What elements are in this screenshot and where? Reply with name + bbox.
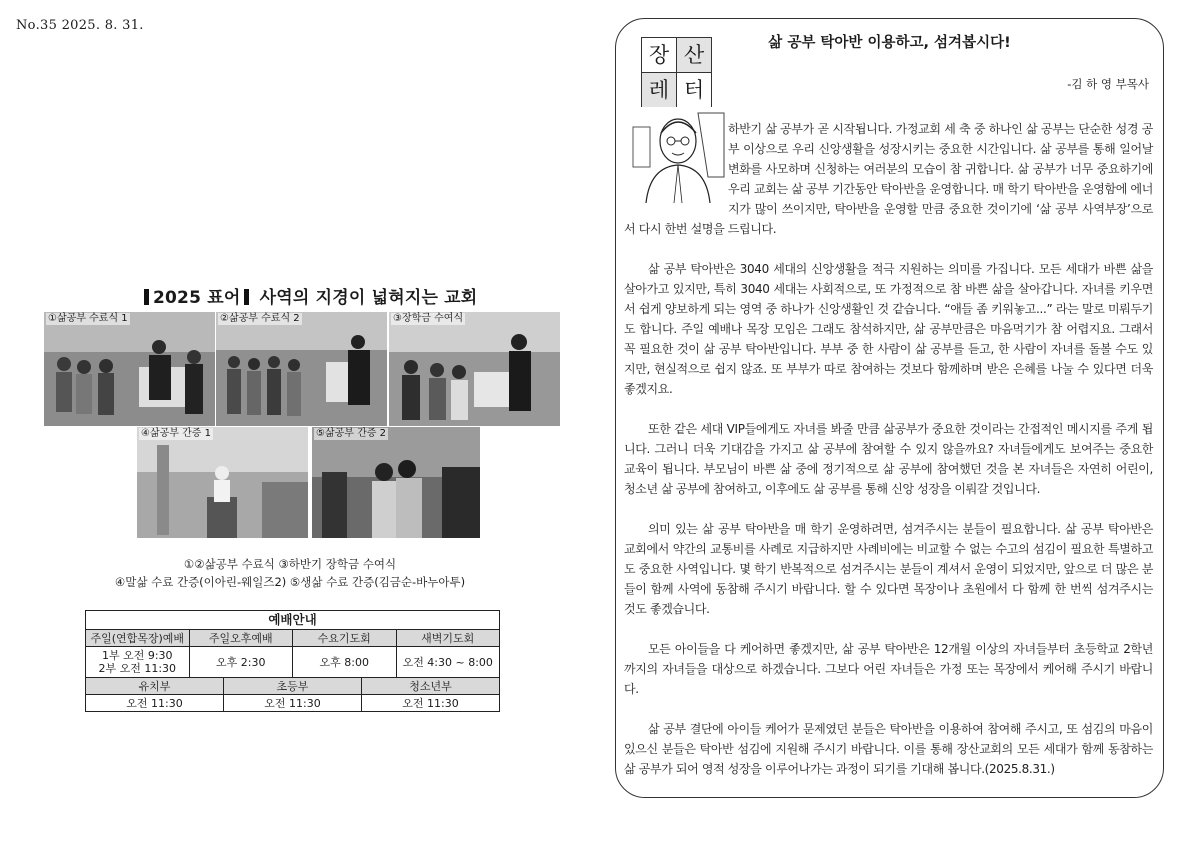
- schedule-value-row-1: [86, 647, 499, 678]
- photo-caption: ①삶공부 수료식 1: [48, 313, 128, 324]
- schedule-header-cell: 주일(연합목장)예배: [86, 630, 190, 646]
- schedule-header-cell: 초등부: [224, 678, 362, 694]
- schedule-header-row-1: [86, 630, 499, 647]
- letter-paragraph: 의미 있는 삶 공부 탁아반을 매 학기 운영하려면, 섬겨주시는 분들이 필요합니다. 삶 공부 탁아반은 교회에서 약간의 교통비를 사례로 지급하지만 사례비에는 비교할 수 없는 수고의 섬김이 필요한 특별하고도 중요한 사역입니다. 몇 학기 반복적으로 섬겨주시는 분들이 계셔서 운영이 되었지만, 앞으로 더 많은 분들이 함께 사역에 동참해 주시기 바랍니다. 할 수 있다면 목장이나 초원에서 다 함께 한 번씩 섬겨주시는 것도 좋겠습니다.: [624, 522, 1153, 616]
- heading-marker-icon: [244, 289, 249, 305]
- badge-char: 레: [641, 72, 677, 108]
- motto-text: 사역의 지경이 넓혀지는 교회: [259, 288, 478, 308]
- photo-testimony-2-image: [312, 427, 480, 538]
- heading-marker-icon: [144, 289, 149, 305]
- letter-title: 삶 공부 탁아반 이용하고, 섬겨봅시다!: [768, 35, 1011, 51]
- photo-caption: ⑤삶공부 간증 2: [316, 428, 386, 439]
- schedule-value-cell: 1부 오전 9:30 2부 오전 11:30: [86, 647, 190, 677]
- letter-paragraph: 삶 공부 탁아반은 3040 세대의 신앙생활을 적극 지원하는 의미를 가집니다. 모든 세대가 바쁜 삶을 살아가고 있지만, 특히 3040 세대는 사회적으로, 또 가정적으로 참 바쁜 삶을 살아갑니다. 자녀를 키우면서 쉽게 양보하게 되는 영역 중 하나가 신앙생활인 것 같습니다. “애들 좀 키워놓고...” 라는 말로 미뤄두기도 합니다. 주일 예배나 목장 모임은 그래도 참석하지만, 삶 공부만큼은 마음먹기가 참 어렵지요. 그래서 꼭 필요한 것이 삶 공부 탁아반입니다. 부부 중 한 사람이 삶 공부를 듣고, 한 사람이 자녀를 돌볼 수도 있지만, 현실적으로 쉽지 않죠. 또 부부가 따로 참여하는 것보다 함께하며 받은 은혜를 나눌 수 있다면 더욱 좋겠지요.: [624, 262, 1153, 396]
- photo-scholarship: [389, 312, 560, 426]
- letter-paragraph-text: 하반기 삶 공부가 곧 시작됩니다. 가정교회 세 축 중 하나인 삶 공부는 단순한 성경 공부 이상으로 우리 신앙생활을 성장시키는 중요한 시간입니다. 삶 공부를 통해 일어날 변화를 사모하며 신청하는 여러분의 모습이 참 귀합니다. 삶 공부가 너무 중요하기에 우리 교회는 삶 공부 기간동안 탁아반을 운영합니다. 매 학기 탁아반을 운영함에 에너지가 많이 쓰이지만, 탁아반을 운영할 만큼 중요한 것이기에 ‘삶 공부 사역부장’으로서 다시 한번 설명을 드립니다.: [624, 122, 1153, 236]
- schedule-value-cell: 오후 2:30: [190, 647, 294, 677]
- photo-captions: [80, 555, 500, 591]
- photo-caption-line-1: ①②삶공부 수료식 ③하반기 장학금 수여식: [183, 557, 397, 571]
- schedule-header-cell: 청소년부: [409, 680, 452, 693]
- photo-caption: ③장학금 수여식: [393, 313, 464, 324]
- photo-testimony-2: [312, 427, 480, 538]
- letter-paragraph: [624, 119, 1153, 239]
- schedule-value-cell: 오전 4:30 ~ 8:00: [402, 655, 493, 669]
- letter-paragraph: 또한 같은 세대 VIP들에게도 자녀를 봐줄 만큼 삶공부가 중요한 것이라는 간접적인 메시지를 주게 됩니다. 그러니 더욱 기대감을 가지고 삶 공부에 참여할 수 있지 않을까요? 자녀들에게도 보여주는 중요한 교육이 됩니다. 부모님이 바쁜 삶 중에 정기적으로 삶 공부에 참여했던 것을 본 자녀들은 자연히 어린이, 청소년 삶 공부에 참여하고, 이후에도 삶 공부를 통해 신앙 성장을 이뤄갈 것입니다.: [624, 422, 1153, 496]
- issue-number-date: No.35 2025. 8. 31.: [16, 18, 144, 33]
- photo-testimony-1: [137, 427, 308, 538]
- letter-paragraph: 삶 공부 결단에 아이들 케어가 문제였던 분들은 탁아반을 이용하여 참여해 주시고, 또 섬김의 마음이 있으신 분들은 탁아반 섬김에 지원해 주시기 바랍니다. 이를 통해 장산교회의 모든 세대가 함께 동참하는 삶 공부가 되어 영적 성장을 이루어나가는 과정이 되기를 기대해 봅니다.(2025.8.31.): [624, 722, 1153, 776]
- badge-char: 장: [641, 37, 677, 73]
- badge-char: 산: [676, 37, 712, 73]
- schedule-value-cell: 오전 11:30: [402, 697, 459, 710]
- photo-caption: ④삶공부 간증 1: [141, 428, 211, 439]
- schedule-title: 예배안내: [86, 611, 499, 630]
- letter-paragraph: 모든 아이들을 다 케어하면 좋겠지만, 삶 공부 탁아반은 12개월 이상의 자녀들부터 초등학교 2학년까지의 자녀들을 대상으로 하겠습니다. 그보다 어린 자녀들은 가정 또는 목장에서 케어해 주시기 바랍니다.: [624, 642, 1153, 696]
- motto-heading: [140, 283, 477, 308]
- schedule-header-row-2: [86, 678, 499, 695]
- badge-char: 터: [676, 72, 712, 108]
- letter-byline: -김 하 영 부목사: [1067, 77, 1149, 91]
- photo-caption: ②삶공부 수료식 2: [220, 313, 300, 324]
- letter-panel: [615, 18, 1164, 798]
- schedule-header-cell: 주일오후예배: [190, 630, 294, 646]
- schedule-value-cell: 오전 11:30: [86, 695, 224, 711]
- schedule-value-row-2: [86, 695, 499, 711]
- schedule-header-cell: 새벽기도회: [421, 632, 475, 645]
- photo-testimony-1-image: [137, 427, 308, 538]
- letter-body: [624, 119, 1153, 799]
- photo-graduation-1-image: [44, 312, 215, 426]
- schedule-header-cell: 수요기도회: [293, 630, 397, 646]
- motto-year: 2025 표어: [153, 288, 241, 308]
- photo-scholarship-image: [389, 312, 560, 426]
- schedule-value-cell: 오전 11:30: [224, 695, 362, 711]
- photo-graduation-2-image: [216, 312, 387, 426]
- worship-schedule-table: [85, 610, 500, 712]
- schedule-header-cell: 유치부: [86, 678, 224, 694]
- photo-caption-line-2: ④말삶 수료 간증(이아린-웨일즈2) ⑤생삶 수료 간증(김금순-바누아투): [114, 575, 466, 589]
- photo-graduation-2: [216, 312, 387, 426]
- schedule-value-cell: 오후 8:00: [293, 647, 397, 677]
- photo-graduation-1: [44, 312, 215, 426]
